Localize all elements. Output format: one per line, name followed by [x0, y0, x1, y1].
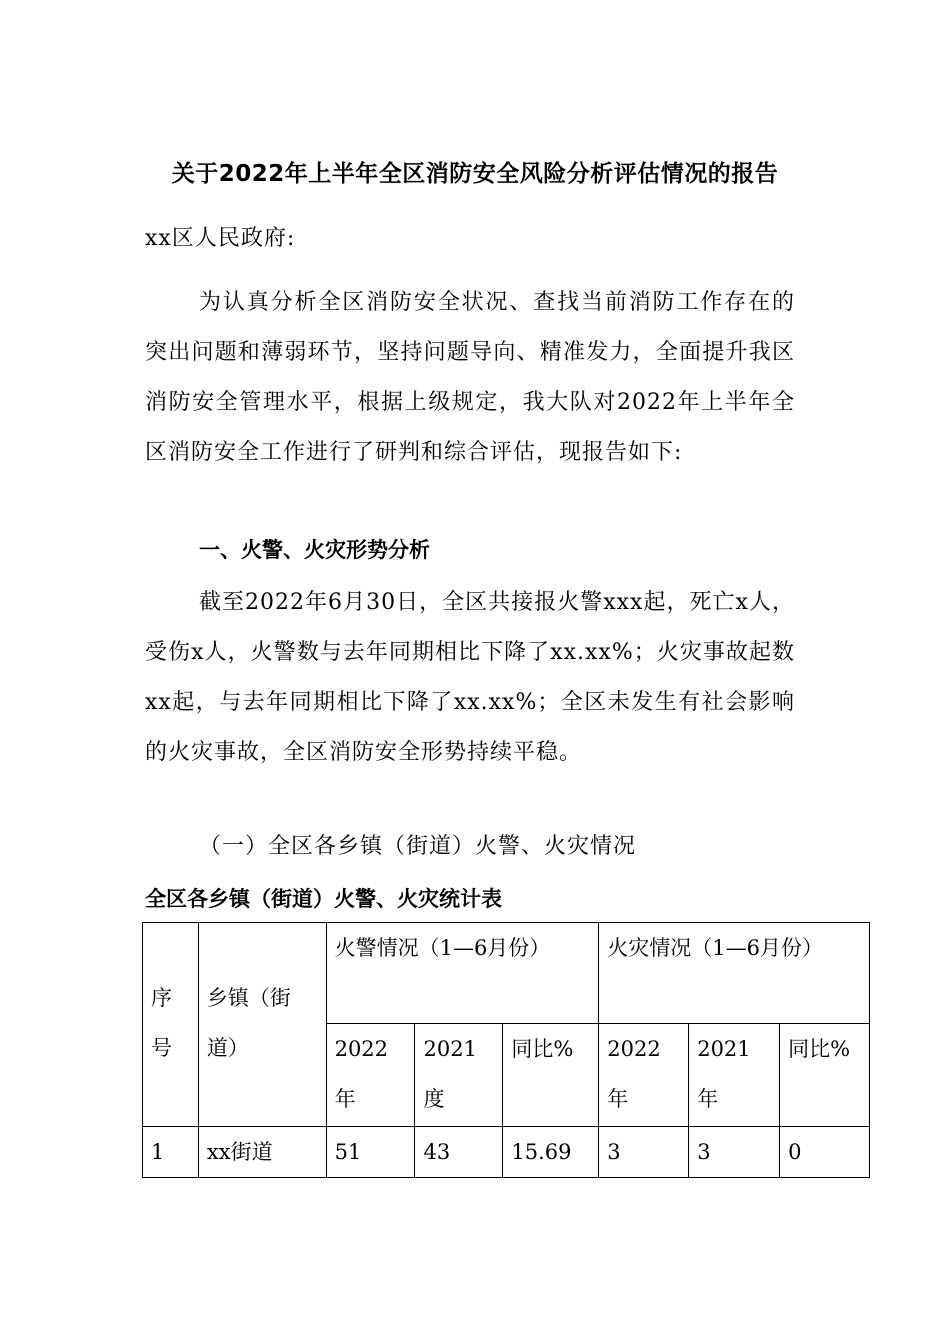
cell-fire-yoy: 0 — [780, 1127, 870, 1178]
header-fire-yoy: 同比% — [780, 1024, 870, 1127]
header-fire-group: 火灾情况（1—6月份） — [599, 923, 870, 1024]
intro-paragraph: 为认真分析全区消防安全状况、查找当前消防工作存在的突出问题和薄弱环节，坚持问题导向、精准发力，全面提升我区消防安全管理水平，根据上级规定，我大队对2022年上半年全区消防安全工作进行了研判和综合评估，现报告如下: — [145, 290, 795, 465]
cell-alarm-2022: 51 — [326, 1127, 415, 1178]
header-fire-2021: 2021年 — [689, 1024, 780, 1127]
section-heading-fire-analysis: 一、火警、火灾形势分析 — [199, 538, 430, 562]
header-seq: 序号 — [143, 923, 199, 1127]
header-alarm-group: 火警情况（1—6月份） — [326, 923, 599, 1024]
table-caption: 全区各乡镇（街道）火警、火灾统计表 — [145, 887, 502, 911]
table-header-row-1 — [143, 923, 870, 1024]
header-fire-2022: 2022年 — [599, 1024, 689, 1127]
cell-town: xx街道 — [198, 1127, 326, 1178]
addressee: xx区人民政府: — [145, 226, 296, 251]
table-row — [143, 1127, 870, 1178]
header-town: 乡镇（街道） — [198, 923, 326, 1127]
subsection-heading-town-fires: （一）全区各乡镇（街道）火警、火灾情况 — [199, 834, 637, 859]
cell-fire-2021: 3 — [689, 1127, 780, 1178]
cell-alarm-yoy: 15.69 — [503, 1127, 599, 1178]
cell-alarm-2021: 43 — [415, 1127, 503, 1178]
header-alarm-yoy: 同比% — [503, 1024, 599, 1127]
header-alarm-2022: 2022年 — [326, 1024, 415, 1127]
cell-fire-2022: 3 — [599, 1127, 689, 1178]
fire-situation-paragraph: 截至2022年6月30日，全区共接报火警xxx起，死亡x人，受伤x人，火警数与去年同期相比下降了xx.xx%；火灾事故起数xx起，与去年同期相比下降了xx.xx%；全区未发生有社会影响的火灾事故，全区消防安全形势持续平稳。 — [145, 590, 795, 765]
header-alarm-2021: 2021度 — [415, 1024, 503, 1127]
document-title: 关于2022年上半年全区消防安全风险分析评估情况的报告 — [171, 161, 779, 187]
fire-statistics-table — [142, 922, 870, 1178]
cell-seq: 1 — [143, 1127, 199, 1178]
